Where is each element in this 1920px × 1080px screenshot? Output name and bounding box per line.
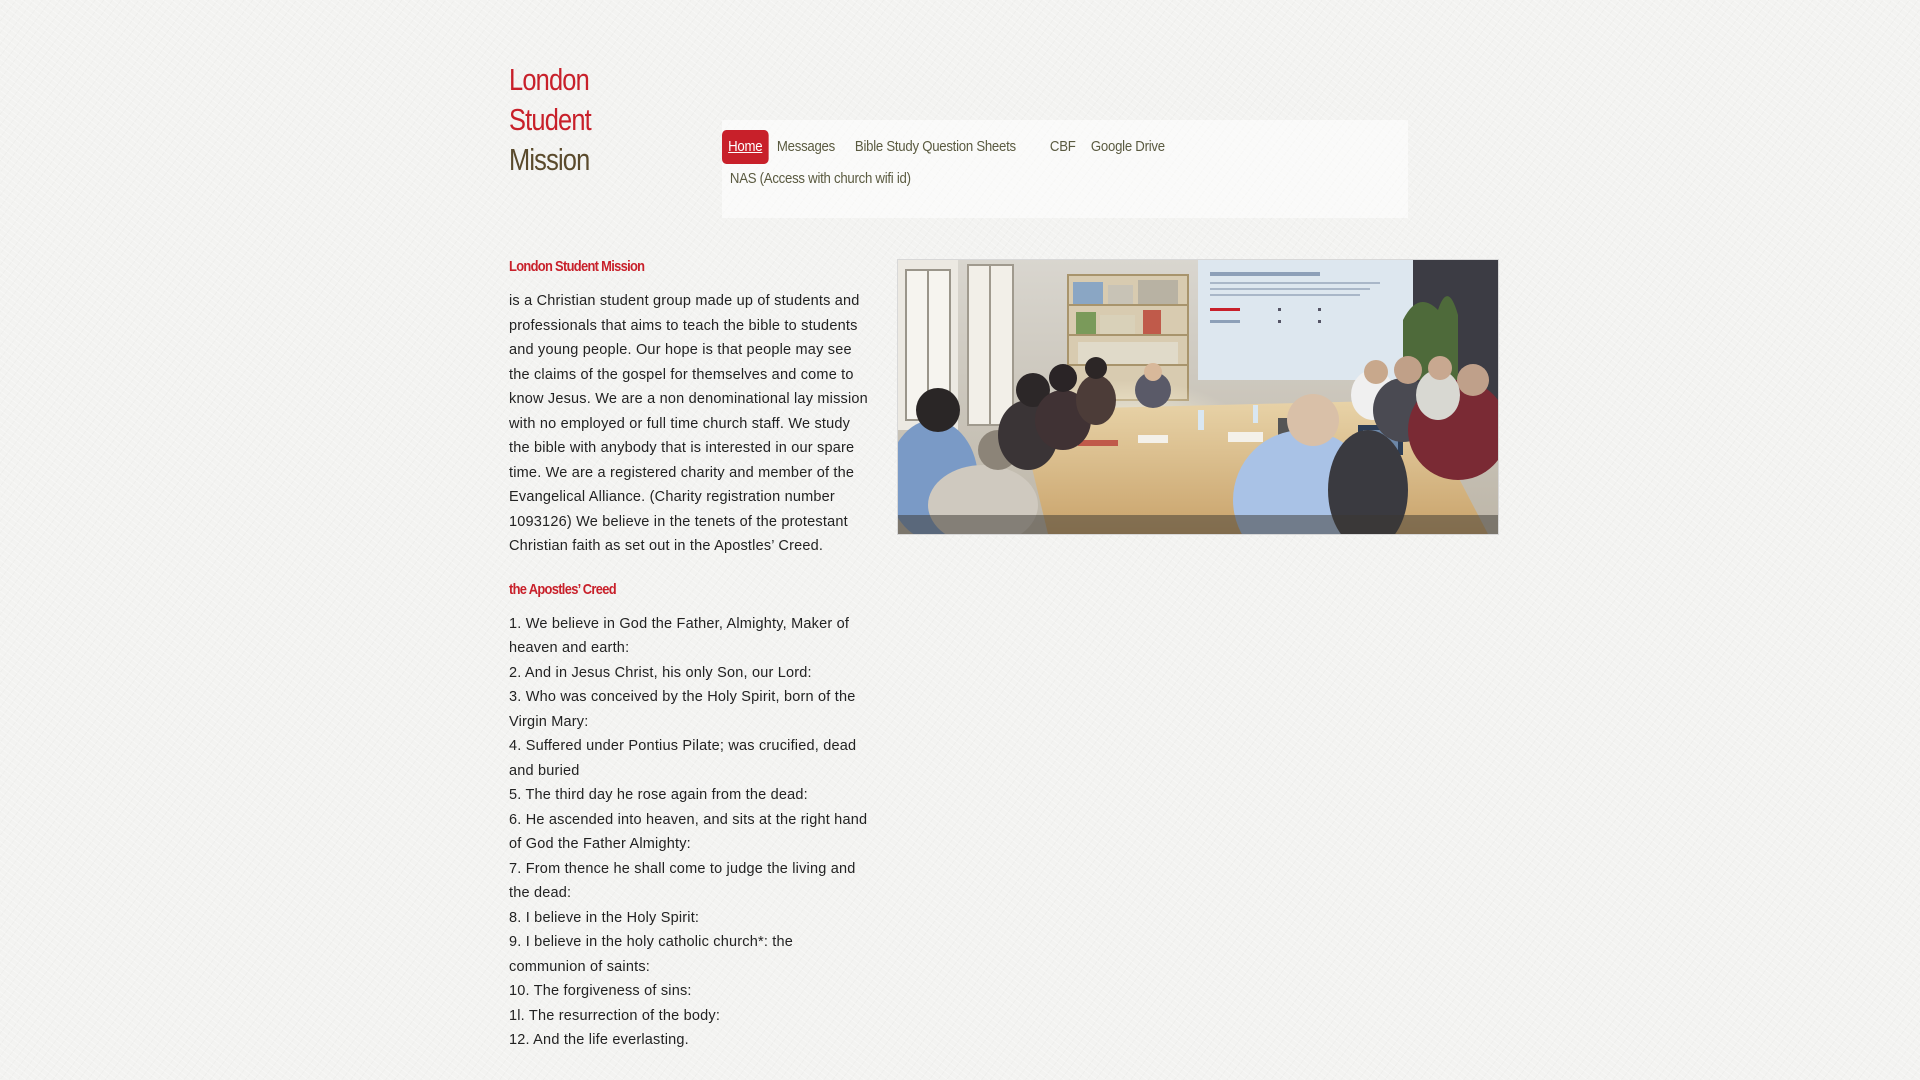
creed-item: 12. And the life everlasting. xyxy=(509,1032,689,1048)
nav-item-cbf[interactable]: CBF xyxy=(1049,138,1076,155)
creed-item: 8. I believe in the Holy Spirit: xyxy=(509,909,700,926)
main-content xyxy=(509,258,869,1053)
creed-item: 3. Who was conceived by the Holy Spirit, born of the Virgin Mary: xyxy=(509,689,856,730)
site-title-line1: London xyxy=(509,62,589,97)
bible-study-group-photo xyxy=(897,259,1499,535)
creed-item: 1l. The resurrection of the body: xyxy=(509,1007,721,1024)
creed-item: 5. The third day he rose again from the dead: xyxy=(509,787,808,803)
section-heading-lsm: London Student Mission xyxy=(509,258,645,275)
nav-item-bible-study-question-sheets[interactable]: Bible Study Question Sheets xyxy=(854,138,1016,155)
creed-item: 9. I believe in the holy catholic church*: the communion of saints: xyxy=(509,934,794,975)
creed-item: 2. And in Jesus Christ, his only Son, our Lord: xyxy=(509,664,812,681)
nav-item-messages[interactable]: Messages xyxy=(776,138,835,155)
site-title-line3: Mission xyxy=(509,142,590,177)
creed-list xyxy=(509,612,869,1053)
nav-item-nas[interactable]: NAS (Access with church wifi id) xyxy=(729,170,911,187)
section-heading-creed: the Apostles’ Creed xyxy=(509,580,616,598)
creed-item: 7. From thence he shall come to judge the living and the dead: xyxy=(509,860,856,901)
creed-item: 10. The forgiveness of sins: xyxy=(509,983,692,999)
site-title-line2: Student xyxy=(509,102,591,137)
photo-illustration xyxy=(898,260,1498,534)
nav-item-google-drive[interactable]: Google Drive xyxy=(1090,138,1165,155)
creed-item: 6. He ascended into heaven, and sits at the right hand of God the Father Almighty: xyxy=(509,811,868,852)
creed-item: 4. Suffered under Pontius Pilate; was crucified, dead and buried xyxy=(509,738,857,779)
nav-row-1 xyxy=(722,130,1179,164)
creed-item: 1. We believe in God the Father, Almighty, Maker of heaven and earth: xyxy=(509,615,850,656)
intro-paragraph: is a Christian student group made up of students and professionals that aims to teach the bible to students and young people. Our hope is that people may see the claims of the gospel for themselves and come to know Jesus. We are a non denominational lay mission with no employed or full time church staff. We study the bible with anybody that is interested in our spare time. We are a registered charity and member of the Evangelical Alliance. (Charity registration number 1093126) We believe in the tenets of the protestant Christian faith as set out in the Apostles’ Creed. xyxy=(509,293,868,554)
nav-item-home[interactable]: Home xyxy=(722,130,768,164)
main-navigation xyxy=(722,120,1408,218)
nav-row-2 xyxy=(722,162,945,196)
site-title[interactable] xyxy=(509,60,657,180)
